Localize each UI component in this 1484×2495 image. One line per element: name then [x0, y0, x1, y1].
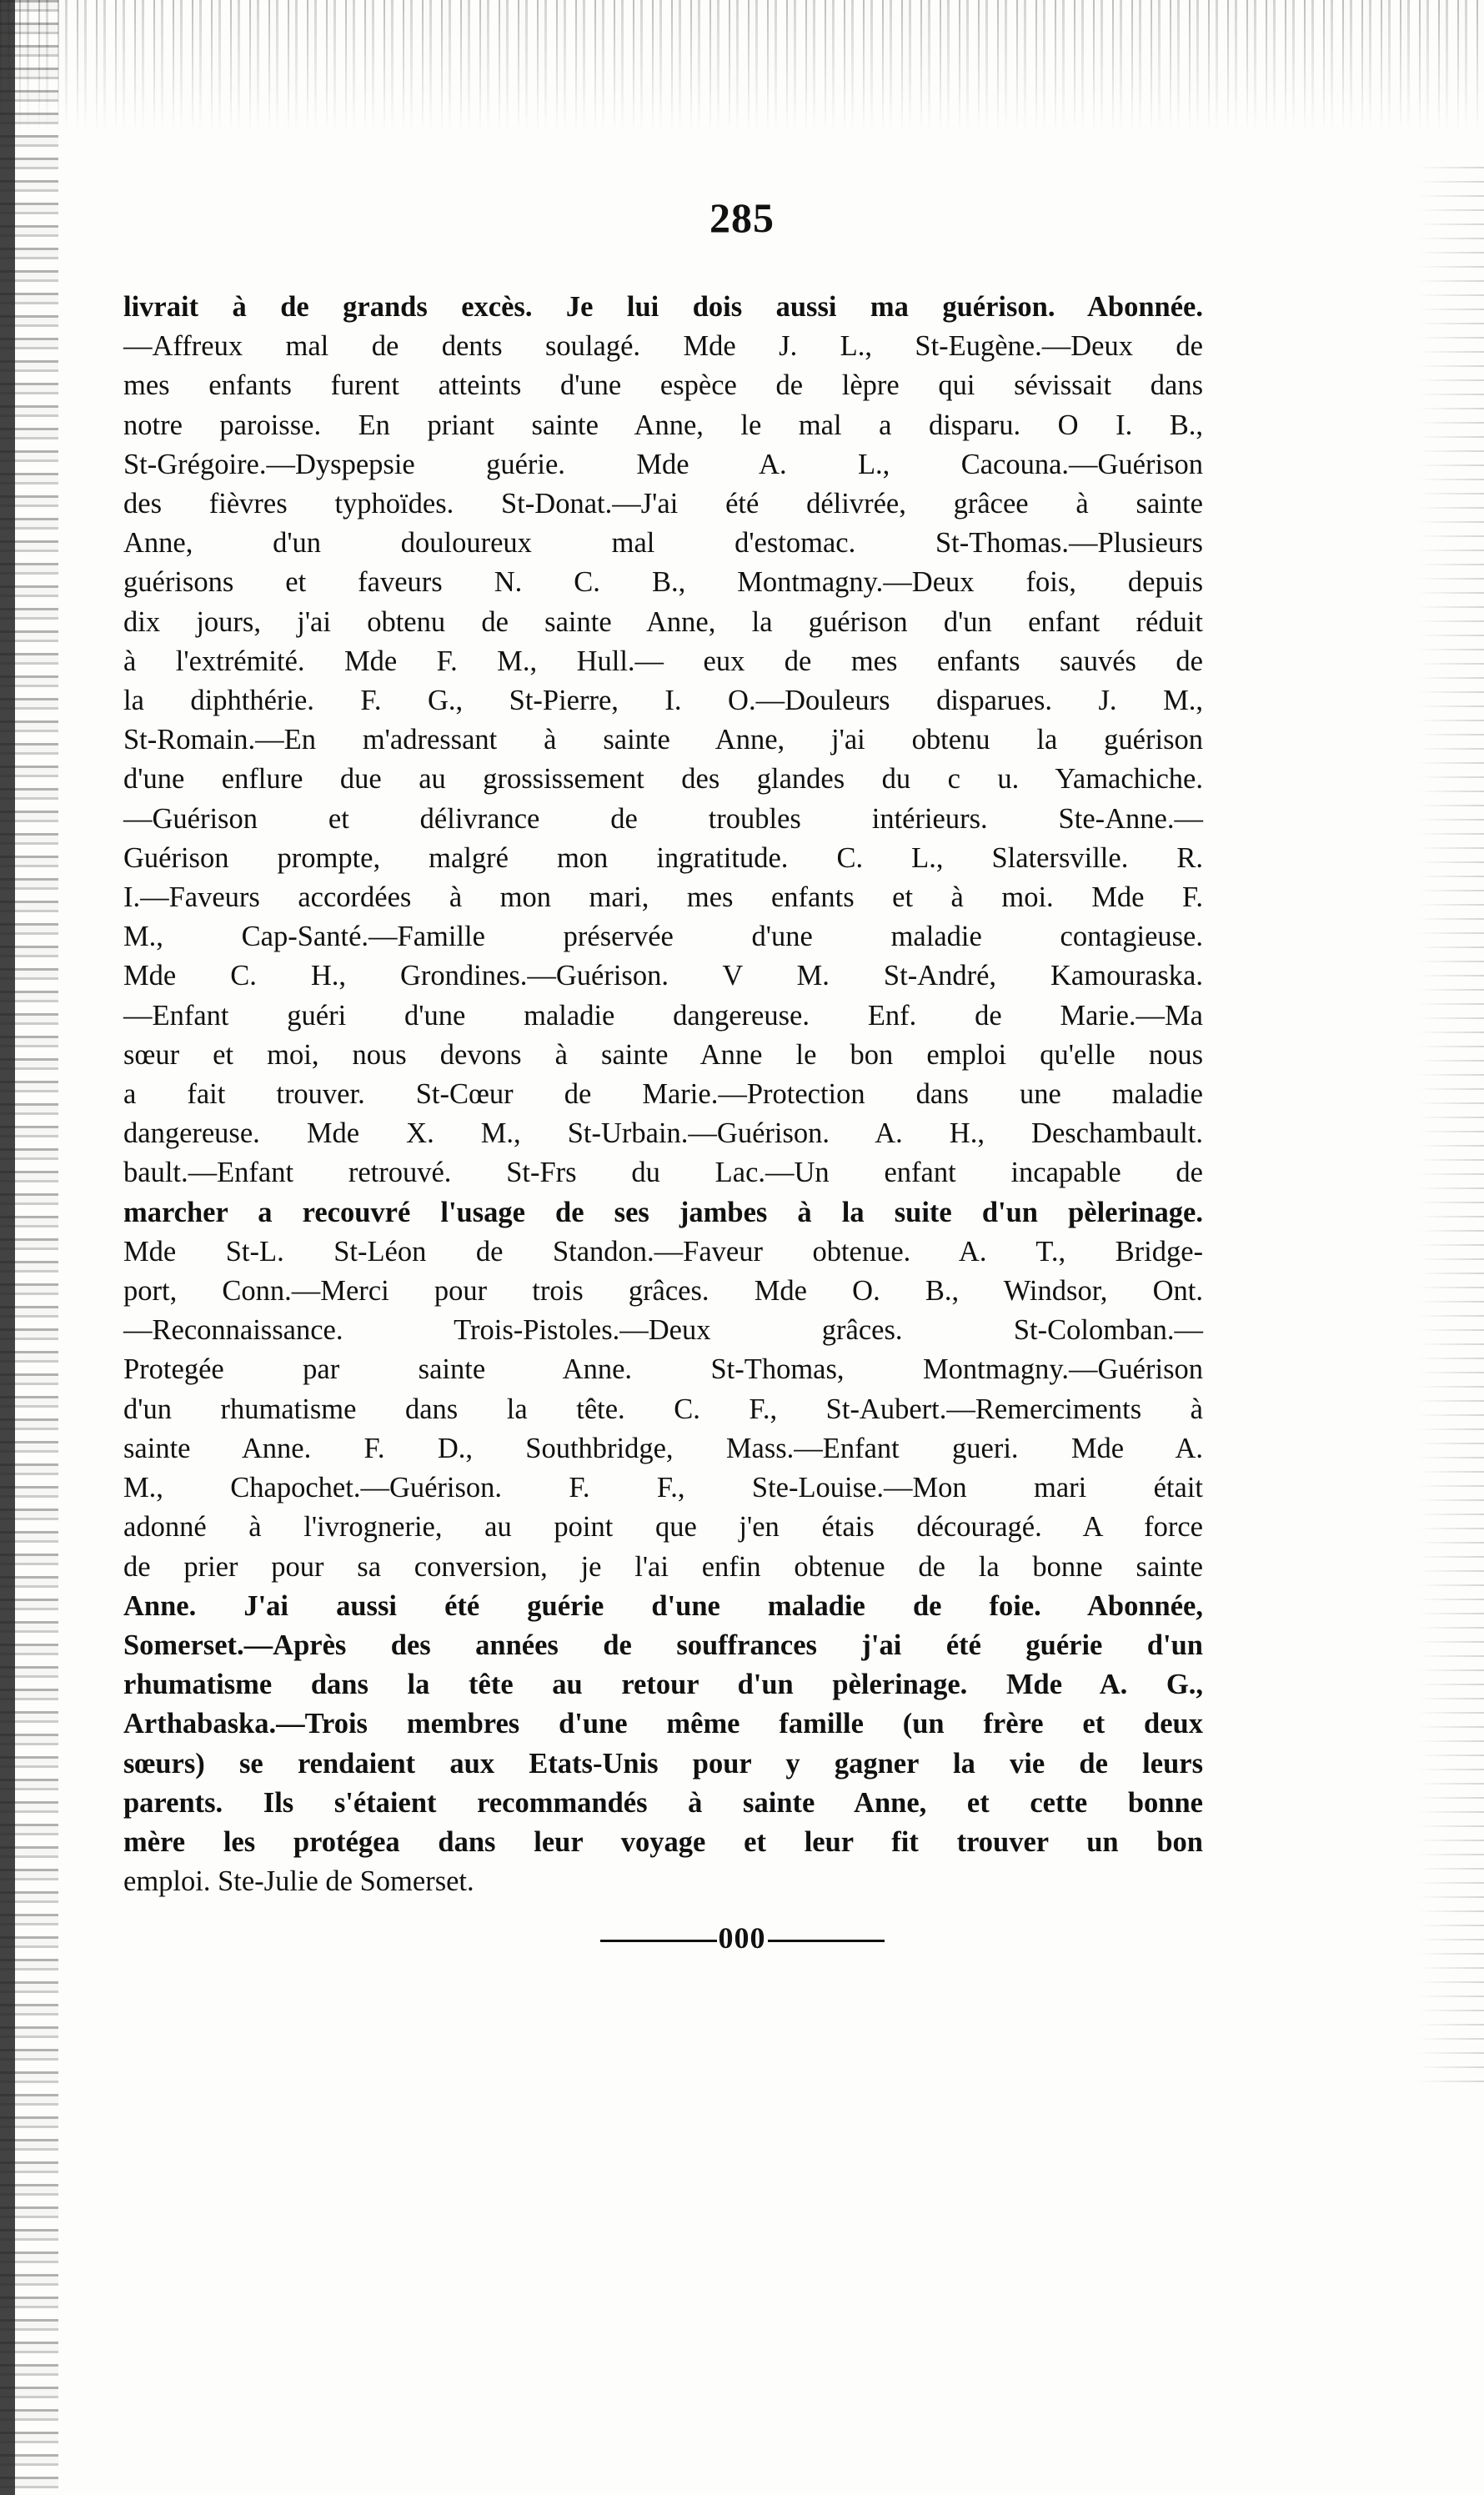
text-line: la diphthérie. F. G., St-Pierre, I. O.—Douleurs disparues. J. M.,	[123, 685, 1203, 717]
page-number: 285	[709, 194, 775, 241]
text-line: guérisons et faveurs N. C. B., Montmagny.—Deux fois, depuis	[123, 566, 1203, 599]
text-line: —Reconnaissance. Trois-Pistoles.—Deux grâces. St-Colomban.—	[123, 1314, 1203, 1347]
text-line: sœur et moi, nous devons à sainte Anne le bon emploi qu'elle nous	[123, 1038, 1203, 1071]
text-line: St-Romain.—En m'adressant à sainte Anne, j'ai obtenu la guérison	[123, 724, 1203, 756]
text-line: sœurs) se rendaient aux Etats-Unis pour y gagner la vie de leurs	[123, 1747, 1203, 1780]
scan-noise-right	[1417, 167, 1484, 2085]
divider-rule-right	[768, 1940, 885, 1942]
text-line: Anne. J'ai aussi été guérie d'une maladie de foie. Abonnée,	[123, 1589, 1203, 1622]
text-line: parents. Ils s'étaient recommandés à sainte Anne, et cette bonne	[123, 1786, 1203, 1819]
text-line: —Affreux mal de dents soulagé. Mde J. L., St-Eugène.—Deux de	[123, 330, 1203, 363]
text-line: adonné à l'ivrognerie, au point que j'en étais découragé. A force	[123, 1511, 1203, 1544]
text-line: Protegée par sainte Anne. St-Thomas, Montmagny.—Guérison	[123, 1353, 1203, 1386]
text-line: bault.—Enfant retrouvé. St-Frs du Lac.—Un enfant incapable de	[123, 1157, 1203, 1189]
text-line: Mde St-L. St-Léon de Standon.—Faveur obtenue. A. T., Bridge-	[123, 1235, 1203, 1268]
text-line: M., Chapochet.—Guérison. F. F., Ste-Louise.—Mon mari était	[123, 1472, 1203, 1504]
text-line: dangereuse. Mde X. M., St-Urbain.—Guérison. A. H., Deschambault.	[123, 1117, 1203, 1150]
text-line: des fièvres typhoïdes. St-Donat.—J'ai été délivrée, grâcee à sainte	[123, 488, 1203, 520]
section-divider	[0, 1920, 1484, 1955]
text-line: d'une enflure due au grossissement des glandes du c u. Yamachiche.	[123, 763, 1203, 796]
text-line: —Enfant guéri d'une maladie dangereuse. Enf. de Marie.—Ma	[123, 999, 1203, 1032]
text-line: marcher a recouvré l'usage de ses jambes à la suite d'un pèlerinage.	[123, 1196, 1203, 1228]
text-line: emploi. Ste-Julie de Somerset.	[123, 1865, 474, 1898]
text-line: sainte Anne. F. D., Southbridge, Mass.—Enfant gueri. Mde A.	[123, 1432, 1203, 1464]
text-line: —Guérison et délivrance de troubles intérieurs. Ste-Anne.—	[123, 802, 1203, 835]
text-line: de prier pour sa conversion, je l'ai enfin obtenue de la bonne sainte	[123, 1550, 1203, 1583]
text-line: d'un rhumatisme dans la tête. C. F., St-Aubert.—Remerciments à	[123, 1393, 1203, 1425]
text-line: dix jours, j'ai obtenu de sainte Anne, la guérison d'un enfant réduit	[123, 605, 1203, 638]
scan-binding-edge	[0, 0, 15, 2495]
text-line: rhumatisme dans la tête au retour d'un pèlerinage. Mde A. G.,	[123, 1669, 1203, 1701]
text-line: Arthabaska.—Trois membres d'une même famille (un frère et deux	[123, 1708, 1203, 1740]
body-text	[123, 288, 1203, 1901]
text-line: a fait trouver. St-Cœur de Marie.—Protection dans une maladie	[123, 1078, 1203, 1111]
scan-noise-top	[0, 0, 1484, 133]
text-line: Somerset.—Après des années de souffrances j'ai été guérie d'un	[123, 1629, 1203, 1661]
text-line: Guérison prompte, malgré mon ingratitude. C. L., Slatersville. R.	[123, 841, 1203, 874]
text-line: I.—Faveurs accordées à mon mari, mes enfants et à moi. Mde F.	[123, 881, 1203, 914]
text-line: à l'extrémité. Mde F. M., Hull.— eux de mes enfants sauvés de	[123, 645, 1203, 677]
text-line: Mde C. H., Grondines.—Guérison. V M. St-André, Kamouraska.	[123, 960, 1203, 992]
divider-label: 000	[718, 1921, 766, 1955]
text-line: livrait à de grands excès. Je lui dois aussi ma guérison. Abonnée.	[123, 291, 1203, 323]
divider-rule-left	[600, 1940, 717, 1942]
text-line: M., Cap-Santé.—Famille préservée d'une maladie contagieuse.	[123, 921, 1203, 953]
text-line: mère les protégea dans leur voyage et leur fit trouver un bon	[123, 1825, 1203, 1858]
text-line: notre paroisse. En priant sainte Anne, le mal a disparu. O I. B.,	[123, 409, 1203, 441]
text-line: St-Grégoire.—Dyspepsie guérie. Mde A. L., Cacouna.—Guérison	[123, 448, 1203, 480]
text-line: port, Conn.—Merci pour trois grâces. Mde O. B., Windsor, Ont.	[123, 1275, 1203, 1308]
text-line: mes enfants furent atteints d'une espèce de lèpre qui sévissait dans	[123, 369, 1203, 402]
text-line: Anne, d'un douloureux mal d'estomac. St-Thomas.—Plusieurs	[123, 527, 1203, 560]
